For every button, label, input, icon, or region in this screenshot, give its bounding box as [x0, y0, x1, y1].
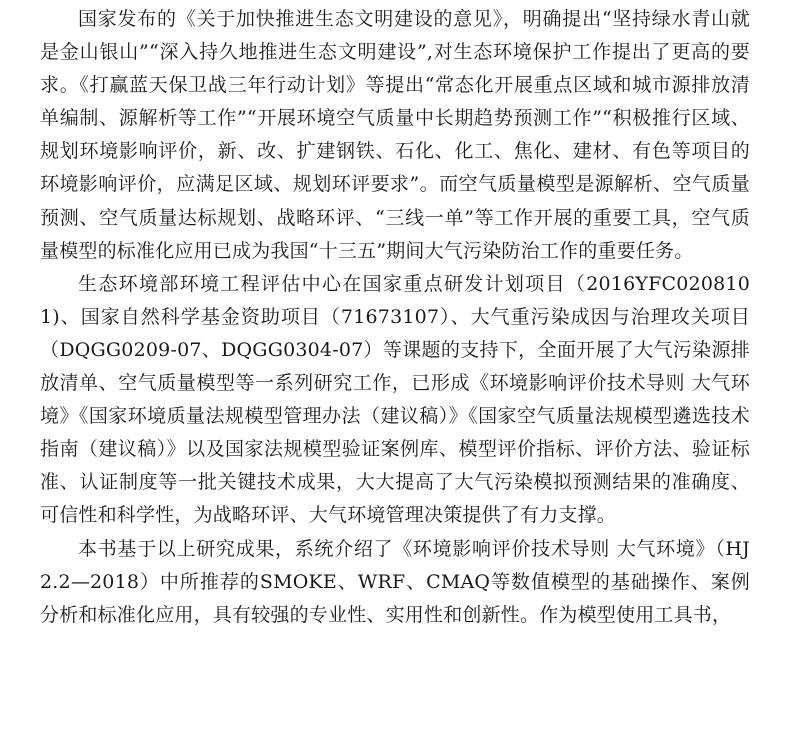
paragraph-policy-background: 国家发布的《关于加快推进生态文明建设的意见》，明确提出“坚持绿水青山就是金山银山”“深入持久地推进生态文明建设”,对生态环境保护工作提出了更高的要求。《打赢蓝天保卫战三年行动计划》等提出“常态化开展重点区域和城市源排放清单编制、源解析等工作”“开展环境空气质量中长期趋势预测工作”“积极推行区域、规划环境影响评价，新、改、扩建钢铁、石化、化工、焦化、建材、有色等项目的环境影响评价，应满足区域、规划环评要求”。而空气质量模型是源解析、空气质量预测、空气质量达标规划、战略环评、“三线一单”等工作开展的重要工具，空气质量模型的标准化应用已成为我国“十三五”期间大气污染防治工作的重要任务。 [40, 8, 750, 262]
paragraph-book-introduction: 本书基于以上研究成果，系统介绍了《环境影响评价技术导则 大气环境》（HJ 2.2—2018）中所推荐的SMOKE、WRF、CMAQ等数值模型的基础操作、案例分析和标准化应用，具有较强的专业性、实用性和创新性。作为模型使用工具书， [40, 537, 750, 626]
paragraph-research-work: 生态环境部环境工程评估中心在国家重点研发计划项目（2016YFC0208101)、国家自然科学基金资助项目（71673107）、大气重污染成因与治理攻关项目（DQGG0209-07、DQGG0304-07）等课题的支持下，全面开展了大气污染源排放清单、空气质量模型等一系列研究工作，已形成《环境影响评价技术导则 大气环境》《国家环境质量法规模型管理办法（建议稿）》《国家空气质量法规模型遴选技术指南（建议稿）》以及国家法规模型验证案例库、模型评价指标、评价方法、验证标准、认证制度等一批关键技术成果，大大提高了大气污染模拟预测结果的准确度、可信性和科学性，为战略环评、大气环境管理决策提供了有力支撑。 [40, 272, 750, 527]
